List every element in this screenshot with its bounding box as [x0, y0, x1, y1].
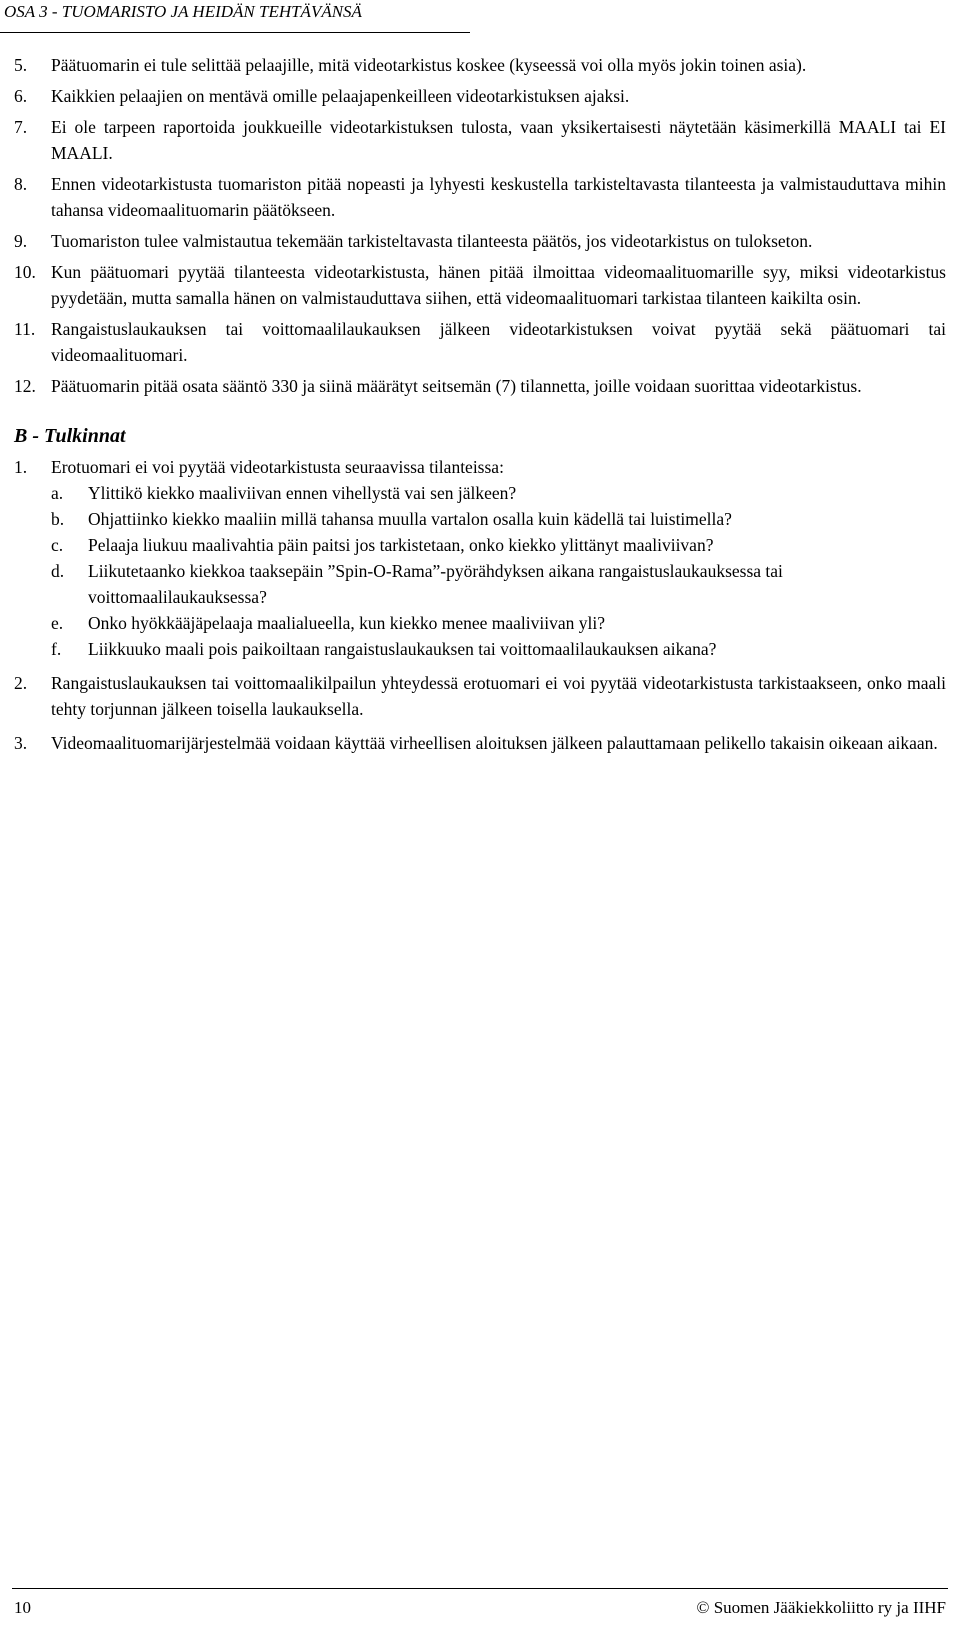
item-number: 7.: [14, 117, 28, 137]
item-number: 3.: [14, 733, 28, 753]
sub-list-item: [51, 506, 946, 532]
item-text: Päätuomarin pitää osata sääntö 330 ja siinä määrätyt seitsemän (7) tilannetta, joille voidaan suorittaa videotarkistus.: [51, 376, 862, 396]
item-text: Videomaalituomarijärjestelmää voidaan käyttää virheellisen aloituksen jälkeen palauttamaan pelikello takaisin oikeaan aikaan.: [51, 733, 938, 753]
list-item: [14, 730, 946, 756]
list-item: [14, 373, 946, 399]
list-item: [14, 114, 946, 166]
item-number: 11.: [14, 319, 36, 339]
item-number: 6.: [14, 86, 28, 106]
list-item: [14, 259, 946, 311]
header-title: OSA 3 - TUOMARISTO JA HEIDÄN TEHTÄVÄNSÄ: [4, 2, 362, 21]
item-number: 2.: [14, 673, 28, 693]
sub-item-text: Ylittikö kiekko maaliviivan ennen vihellystä vai sen jälkeen?: [88, 483, 517, 503]
item-number: 5.: [14, 55, 28, 75]
sub-item-text: Liikutetaanko kiekkoa taaksepäin ”Spin-O-Rama”-pyörähdyksen aikana rangaistuslaukauksessa tai voittomaalilaukauksessa?: [88, 561, 783, 607]
item-text: Kun päätuomari pyytää tilanteesta videotarkistusta, hänen pitää ilmoittaa videomaalituomarille syy, miksi videotarkistus pyydetään, mutta samalla hänen on valmistauduttava siihen, että videomaalituomari tarkistaa tilanteen kaikilta osin.: [51, 262, 946, 308]
sub-item-text: Ohjattiinko kiekko maaliin millä tahansa muulla vartalon osalla kuin kädellä tai luistimella?: [88, 509, 732, 529]
item-text: Rangaistuslaukauksen tai voittomaalikilpailun yhteydessä erotuomari ei voi pyytää videotarkistusta tarkistaakseen, onko maali tehty torjunnan jälkeen toisella laukauksella.: [51, 673, 946, 719]
sub-list-item: [51, 558, 946, 610]
sub-item-text: Liikkuuko maali pois paikoiltaan rangaistuslaukauksen tai voittomaalilaukauksen aikana?: [88, 639, 717, 659]
item-text: Ei ole tarpeen raportoida joukkueille videotarkistuksen tulosta, vaan yksikertaisesti näytetään käsimerkillä MAALI tai EI MAALI.: [51, 117, 946, 163]
item-text: Ennen videotarkistusta tuomariston pitää nopeasti ja lyhyesti keskustella tarkisteltavasta tilanteesta ja valmistauduttava mihin tahansa videomaalituomarin päätökseen.: [51, 174, 946, 220]
sub-list-item: [51, 610, 946, 636]
item-text: Tuomariston tulee valmistautua tekemään tarkisteltavasta tilanteesta päätös, jos videotarkistus on tulokseton.: [51, 231, 813, 251]
sub-list-item: [51, 532, 946, 558]
list-item: [14, 52, 946, 78]
page-number: 10: [14, 1598, 31, 1617]
section-heading: B - Tulkinnat: [14, 425, 126, 447]
item-number: 9.: [14, 231, 28, 251]
sub-item-text: Pelaaja liukuu maalivahtia päin paitsi jos tarkistetaan, onko kiekko ylittänyt maaliviivan?: [88, 535, 714, 555]
document-body: [14, 52, 946, 761]
list-item: [14, 171, 946, 223]
sub-item-letter: f.: [51, 639, 62, 659]
sub-item-letter: e.: [51, 613, 64, 633]
sub-list: [14, 480, 946, 662]
list-item: [14, 316, 946, 368]
footer-divider: [12, 1588, 948, 1589]
list-item: [14, 670, 946, 722]
sub-list-item: [51, 480, 946, 506]
item-number: 1.: [14, 457, 28, 477]
item-number: 10.: [14, 262, 36, 282]
sub-item-letter: b.: [51, 509, 65, 529]
sub-item-text: Onko hyökkääjäpelaaja maalialueella, kun kiekko menee maaliviivan yli?: [88, 613, 606, 633]
sub-item-letter: d.: [51, 561, 65, 581]
item-number: 12.: [14, 376, 36, 396]
item-text: Erotuomari ei voi pyytää videotarkistusta seuraavissa tilanteissa:: [51, 457, 504, 477]
item-number: 8.: [14, 174, 28, 194]
sub-item-letter: a.: [51, 483, 64, 503]
list-item: [14, 83, 946, 109]
item-text: Kaikkien pelaajien on mentävä omille pelaajapenkeilleen videotarkistuksen ajaksi.: [51, 86, 630, 106]
sub-list-item: [51, 636, 946, 662]
page-header: [0, 0, 470, 33]
item-text: Rangaistuslaukauksen tai voittomaalilaukauksen jälkeen videotarkistuksen voivat pyytää sekä päätuomari tai videomaalituomari.: [51, 319, 946, 365]
list-item: [14, 454, 946, 480]
sub-item-letter: c.: [51, 535, 64, 555]
item-text: Päätuomarin ei tule selittää pelaajille, mitä videotarkistus koskee (kyseessä voi olla myös jokin toinen asia).: [51, 55, 807, 75]
list-item: [14, 228, 946, 254]
footer-copyright: © Suomen Jääkiekkoliitto ry ja IIHF: [696, 1598, 946, 1617]
